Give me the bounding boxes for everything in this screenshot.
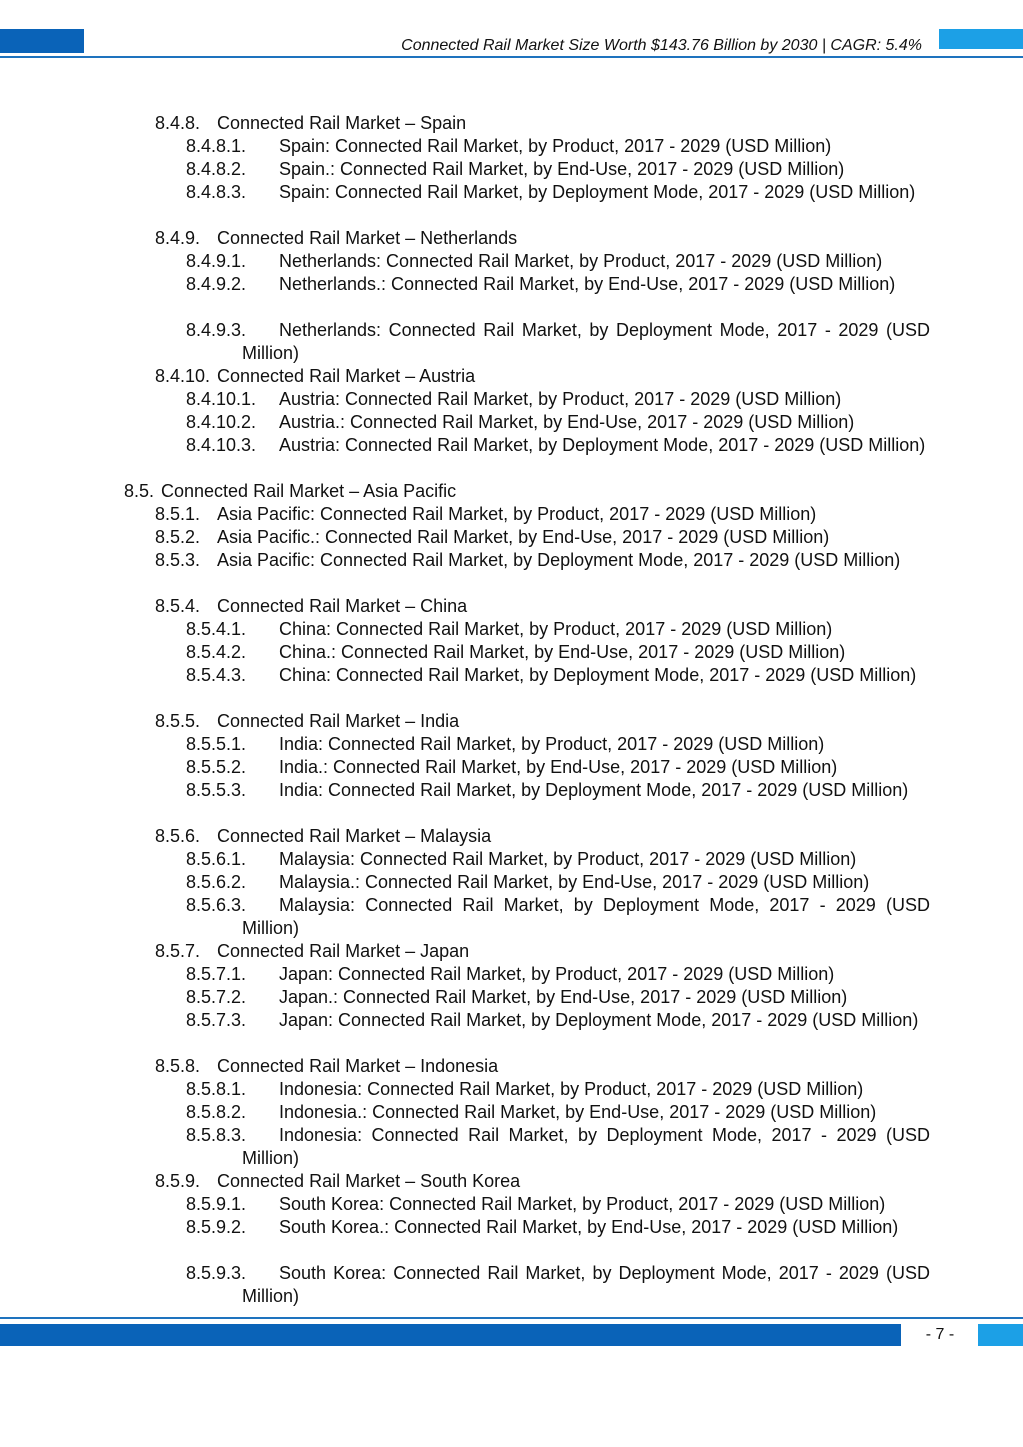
toc-entry-text: Austria: Connected Rail Market, by Product, 2017 - 2029 (USD Million) bbox=[279, 389, 842, 409]
toc-entry-number: 8.5.9.1. bbox=[186, 1194, 247, 1214]
toc-entry-text: China.: Connected Rail Market, by End-Use, 2017 - 2029 (USD Million) bbox=[279, 642, 846, 662]
toc-entry-text: Asia Pacific: Connected Rail Market, by Product, 2017 - 2029 (USD Million) bbox=[217, 504, 817, 524]
toc-entry-text: South Korea: Connected Rail Market, by Deployment Mode, 2017 - 2029 (USD Million) bbox=[242, 1263, 930, 1306]
toc-entry-text: Indonesia.: Connected Rail Market, by End-Use, 2017 - 2029 (USD Million) bbox=[279, 1102, 877, 1122]
toc-entry-text: Austria.: Connected Rail Market, by End-Use, 2017 - 2029 (USD Million) bbox=[279, 412, 855, 432]
toc-entry-text: Indonesia: Connected Rail Market, by Deployment Mode, 2017 - 2029 (USD Million) bbox=[242, 1125, 930, 1168]
toc-entry-number: 8.4.10.2. bbox=[186, 412, 257, 432]
toc-entry-text: Netherlands: Connected Rail Market, by Product, 2017 - 2029 (USD Million) bbox=[279, 251, 883, 271]
toc-entry-text: India: Connected Rail Market, by Product, 2017 - 2029 (USD Million) bbox=[279, 734, 825, 754]
toc-entry-text: Japan: Connected Rail Market, by Product, 2017 - 2029 (USD Million) bbox=[279, 964, 835, 984]
toc-entry-number: 8.5.4.3. bbox=[186, 665, 247, 685]
toc-entry-number: 8.4.8.2. bbox=[186, 159, 247, 179]
toc-entry-number: 8.5.9.2. bbox=[186, 1217, 247, 1237]
toc-entry-text: China: Connected Rail Market, by Product, 2017 - 2029 (USD Million) bbox=[279, 619, 833, 639]
toc-entry-number: 8.5.9.3. bbox=[186, 1263, 247, 1283]
toc-entry-number: 8.5.5.1. bbox=[186, 734, 247, 754]
footer-rule bbox=[0, 1317, 1023, 1319]
toc-entry-text: Spain: Connected Rail Market, by Product, 2017 - 2029 (USD Million) bbox=[279, 136, 832, 156]
toc-entry-number: 8.4.8. bbox=[155, 113, 201, 133]
toc-entry-text: Connected Rail Market – India bbox=[217, 711, 460, 731]
toc-entry-number: 8.5.6.1. bbox=[186, 849, 247, 869]
header-rule bbox=[0, 56, 1023, 58]
toc-entry-number: 8.5.7.2. bbox=[186, 987, 247, 1007]
toc-entry-number: 8.5.8. bbox=[155, 1056, 201, 1076]
toc-entry-text: Malaysia: Connected Rail Market, by Product, 2017 - 2029 (USD Million) bbox=[279, 849, 857, 869]
toc-entry-number: 8.5.7.3. bbox=[186, 1010, 247, 1030]
page-header-title: Connected Rail Market Size Worth $143.76 Billion by 2030 | CAGR: 5.4% bbox=[401, 37, 922, 54]
toc-entry-number: 8.5.9. bbox=[155, 1171, 201, 1191]
toc-entry-text: South Korea: Connected Rail Market, by Product, 2017 - 2029 (USD Million) bbox=[279, 1194, 886, 1214]
toc-entry-number: 8.5.8.2. bbox=[186, 1102, 247, 1122]
toc-entry-text: Malaysia: Connected Rail Market, by Deployment Mode, 2017 - 2029 (USD Million) bbox=[242, 895, 930, 938]
toc-entry-number: 8.4.10.3. bbox=[186, 435, 257, 455]
toc-entry-number: 8.5.6.2. bbox=[186, 872, 247, 892]
header-accent-right bbox=[939, 29, 1023, 49]
toc-entry-number: 8.5. bbox=[124, 481, 155, 501]
toc-entry-number: 8.5.4.1. bbox=[186, 619, 247, 639]
toc-entry-number: 8.5.6. bbox=[155, 826, 201, 846]
footer-bar bbox=[0, 1324, 901, 1346]
toc-entry-number: 8.4.9.3. bbox=[186, 320, 247, 340]
toc-entry-number: 8.4.9.2. bbox=[186, 274, 247, 294]
toc-entry-number: 8.4.9. bbox=[155, 228, 201, 248]
toc-entry-text: Connected Rail Market – China bbox=[217, 596, 468, 616]
toc-entry-number: 8.5.5. bbox=[155, 711, 201, 731]
toc-entry-number: 8.5.4. bbox=[155, 596, 201, 616]
toc-entry-text: Asia Pacific.: Connected Rail Market, by End-Use, 2017 - 2029 (USD Million) bbox=[217, 527, 830, 547]
footer-accent-right bbox=[978, 1324, 1023, 1346]
toc-entry-number: 8.5.5.2. bbox=[186, 757, 247, 777]
toc-entry-text: Malaysia.: Connected Rail Market, by End-Use, 2017 - 2029 (USD Million) bbox=[279, 872, 870, 892]
toc-entry-text: Asia Pacific: Connected Rail Market, by Deployment Mode, 2017 - 2029 (USD Million) bbox=[217, 550, 901, 570]
toc-entry-number: 8.5.3. bbox=[155, 550, 201, 570]
toc-entry-number: 8.4.8.3. bbox=[186, 182, 247, 202]
toc-entry-text: Connected Rail Market – Japan bbox=[217, 941, 470, 961]
toc-entry-text: Connected Rail Market – Austria bbox=[217, 366, 476, 386]
toc-entry-text: Connected Rail Market – South Korea bbox=[217, 1171, 521, 1191]
toc-entry-text: Connected Rail Market – Malaysia bbox=[217, 826, 492, 846]
toc-entry-number: 8.5.5.3. bbox=[186, 780, 247, 800]
toc-entry-text: India: Connected Rail Market, by Deployment Mode, 2017 - 2029 (USD Million) bbox=[279, 780, 909, 800]
toc-entry-number: 8.5.8.3. bbox=[186, 1125, 247, 1145]
toc-entry-number: 8.5.1. bbox=[155, 504, 201, 524]
toc-entry-text: Netherlands.: Connected Rail Market, by End-Use, 2017 - 2029 (USD Million) bbox=[279, 274, 896, 294]
toc-entry-number: 8.5.2. bbox=[155, 527, 201, 547]
toc-entry-number: 8.4.10. bbox=[155, 366, 211, 386]
toc-entry-text: Connected Rail Market – Netherlands bbox=[217, 228, 518, 248]
toc-entry-text: China: Connected Rail Market, by Deployment Mode, 2017 - 2029 (USD Million) bbox=[279, 665, 917, 685]
toc-entry-text: Spain.: Connected Rail Market, by End-Use, 2017 - 2029 (USD Million) bbox=[279, 159, 845, 179]
toc-entry-text: Connected Rail Market – Spain bbox=[217, 113, 467, 133]
toc-entry-number: 8.5.7.1. bbox=[186, 964, 247, 984]
toc-entry-number: 8.4.10.1. bbox=[186, 389, 257, 409]
header-accent-left bbox=[0, 29, 84, 53]
toc-entry-text: Netherlands: Connected Rail Market, by Deployment Mode, 2017 - 2029 (USD Million) bbox=[242, 320, 930, 363]
toc-entry-text: India.: Connected Rail Market, by End-Use, 2017 - 2029 (USD Million) bbox=[279, 757, 838, 777]
toc-entry-text: Japan: Connected Rail Market, by Deployment Mode, 2017 - 2029 (USD Million) bbox=[279, 1010, 919, 1030]
toc-entry-number: 8.5.4.2. bbox=[186, 642, 247, 662]
toc-entry-text: Austria: Connected Rail Market, by Deployment Mode, 2017 - 2029 (USD Million) bbox=[279, 435, 926, 455]
toc-entry-number: 8.5.6.3. bbox=[186, 895, 247, 915]
toc-entry-text: Indonesia: Connected Rail Market, by Product, 2017 - 2029 (USD Million) bbox=[279, 1079, 864, 1099]
toc-entry-number: 8.5.8.1. bbox=[186, 1079, 247, 1099]
toc-entry-text: South Korea.: Connected Rail Market, by End-Use, 2017 - 2029 (USD Million) bbox=[279, 1217, 899, 1237]
toc-entry-number: 8.5.7. bbox=[155, 941, 201, 961]
page-number: - 7 - bbox=[925, 1326, 955, 1343]
toc-entry-text: Connected Rail Market – Indonesia bbox=[217, 1056, 499, 1076]
toc-entry-number: 8.4.8.1. bbox=[186, 136, 247, 156]
toc-entry-number: 8.4.9.1. bbox=[186, 251, 247, 271]
toc-entry-text: Connected Rail Market – Asia Pacific bbox=[161, 481, 457, 501]
toc-entry-text: Spain: Connected Rail Market, by Deployment Mode, 2017 - 2029 (USD Million) bbox=[279, 182, 916, 202]
toc-entry-text: Japan.: Connected Rail Market, by End-Use, 2017 - 2029 (USD Million) bbox=[279, 987, 848, 1007]
